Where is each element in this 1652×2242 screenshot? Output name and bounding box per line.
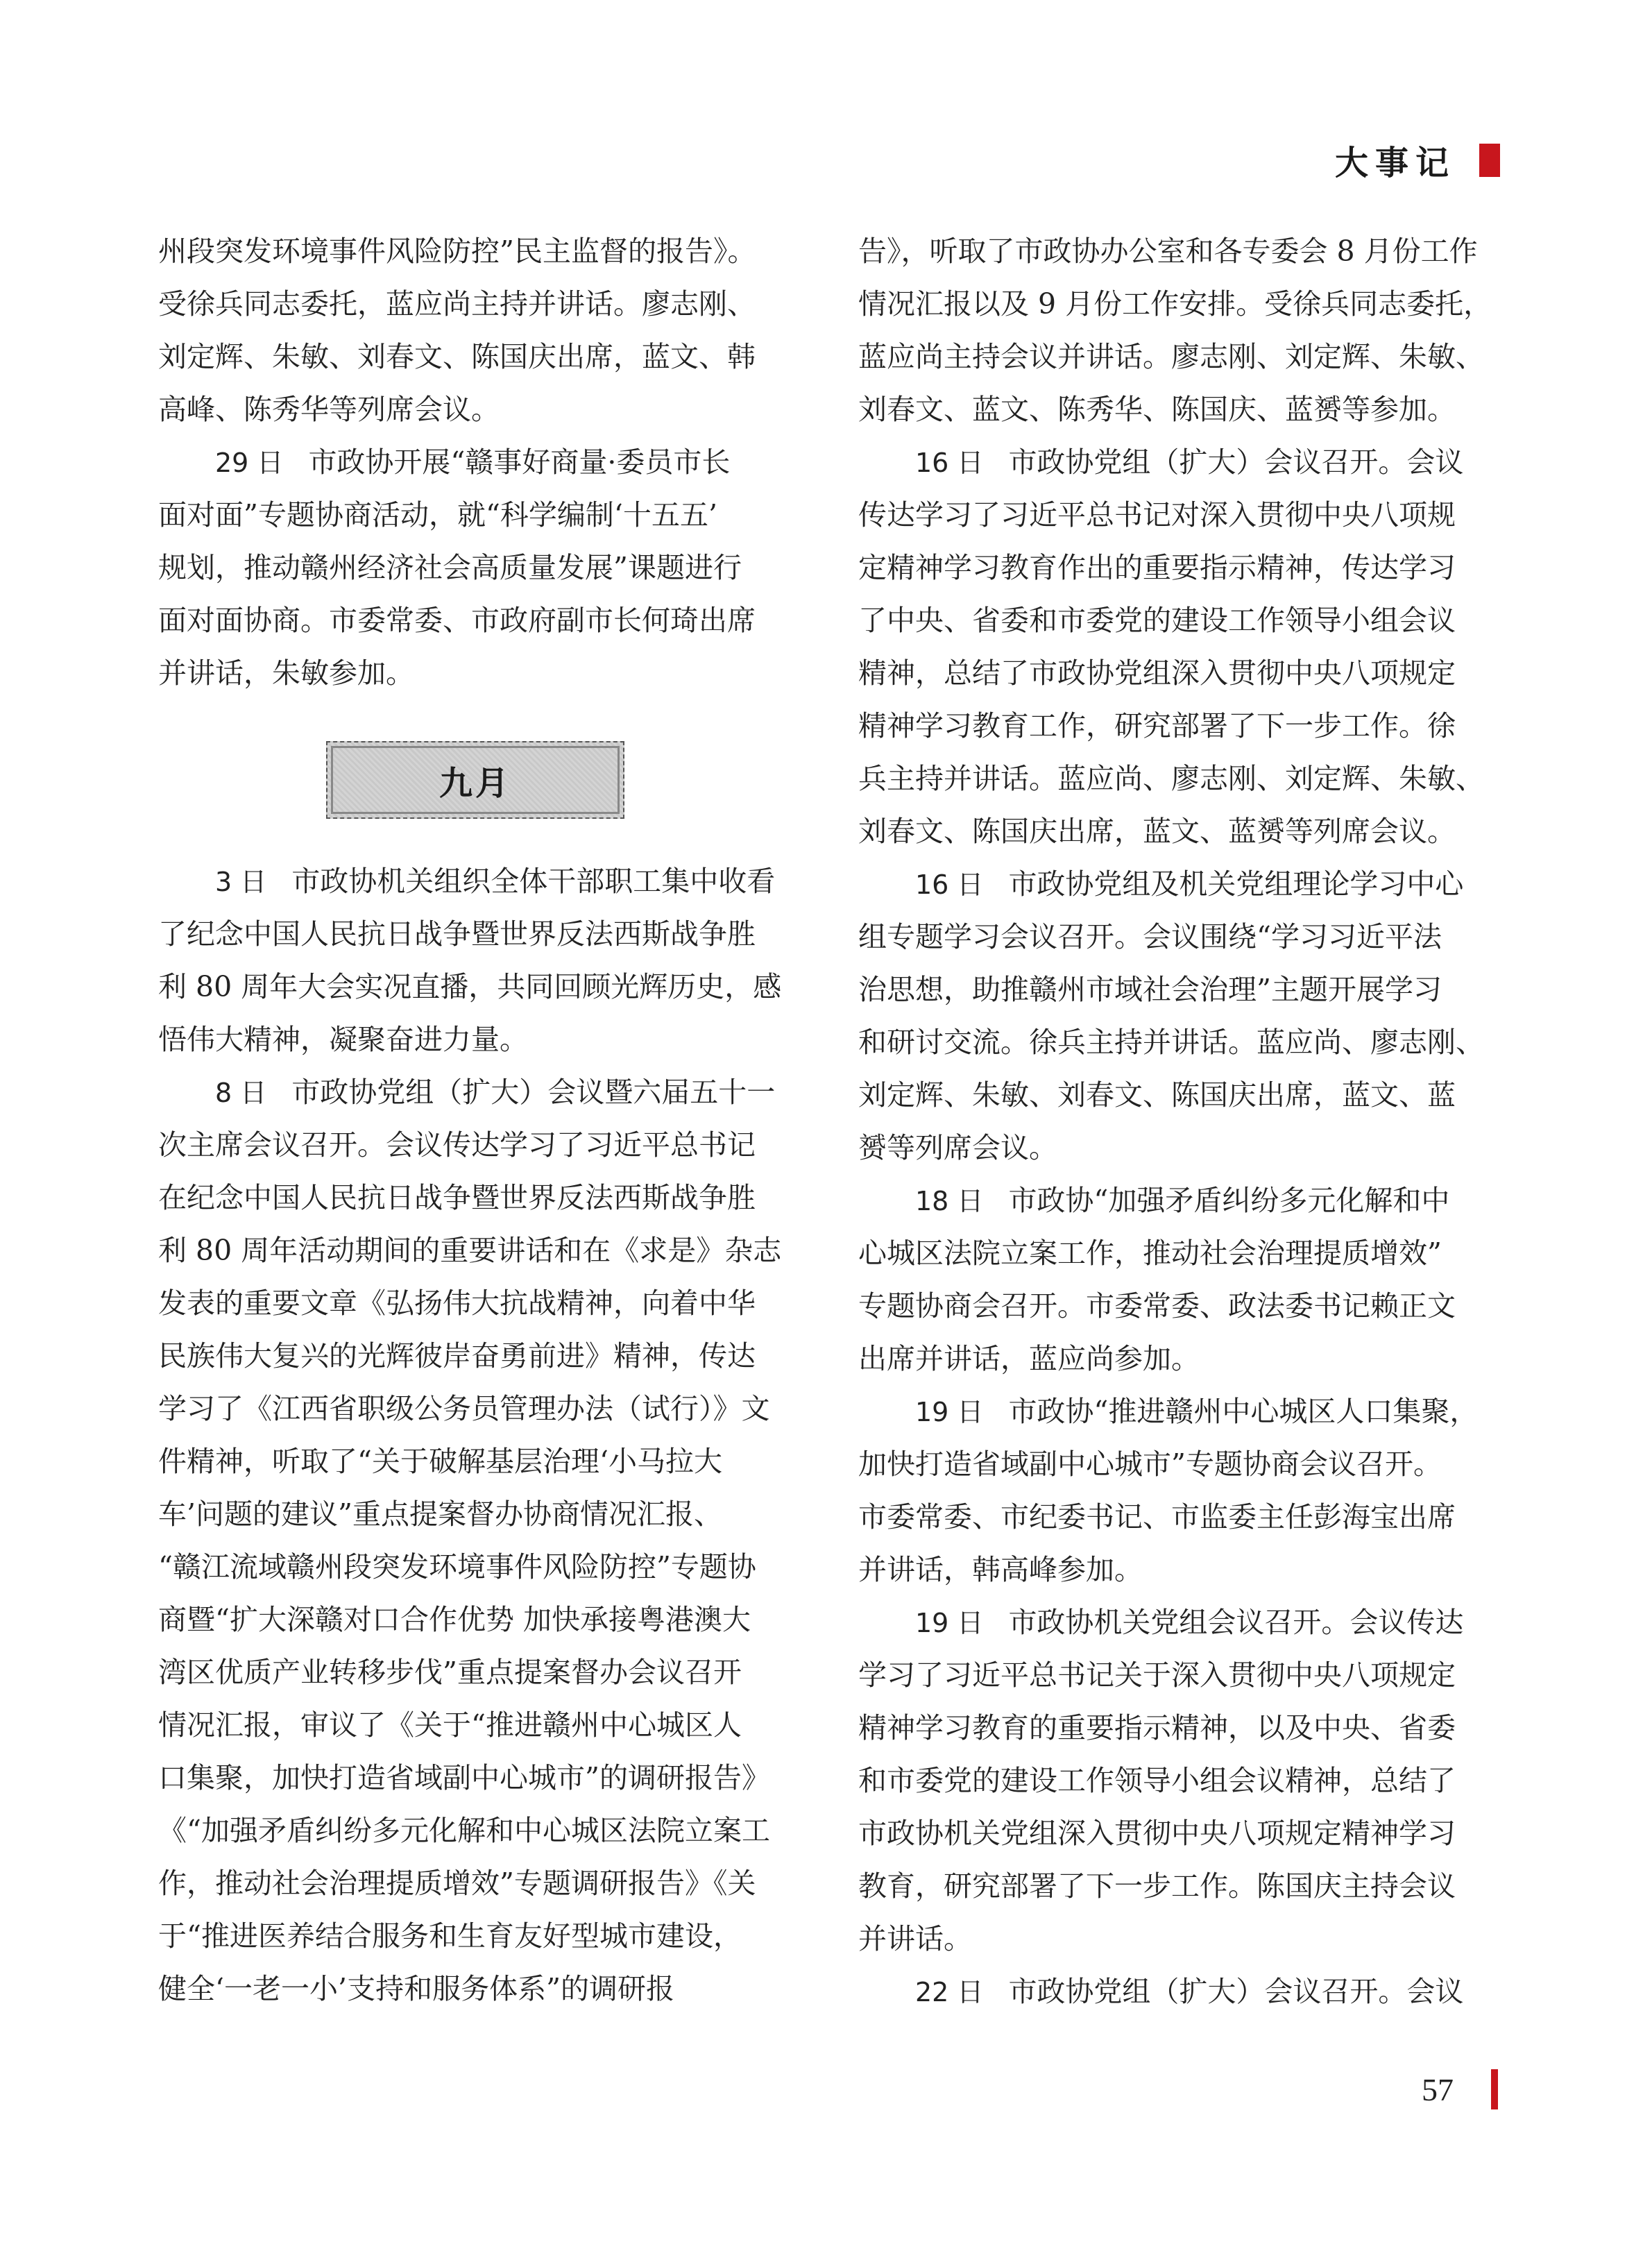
line-text: 规划，推动赣州经济社会高质量发展”课题进行 <box>158 551 742 584</box>
text-line <box>858 1860 1495 1912</box>
text-line <box>858 1701 1495 1754</box>
line-text: 加快打造省域副中心城市”专题协商会议召开。 <box>858 1447 1442 1481</box>
line-text: 发表的重要文章《弘扬伟大抗战精神，向着中华 <box>158 1286 756 1320</box>
text-line <box>158 1857 795 1910</box>
line-text: 和市委党的建设工作领导小组会议精神，总结了 <box>858 1764 1456 1797</box>
text-line <box>158 594 795 647</box>
line-text: 赟等列席会议。 <box>858 1131 1057 1164</box>
line-text: 刘春文、蓝文、陈秀华、陈国庆、蓝赟等参加。 <box>858 393 1456 426</box>
entry-first-line <box>858 1965 1495 2018</box>
line-text: 兵主持并讲话。蓝应尚、廖志刚、刘定辉、朱敏、 <box>858 762 1484 795</box>
text-line <box>858 805 1495 858</box>
line-text: 出席并讲话，蓝应尚参加。 <box>858 1342 1200 1375</box>
line-text: 告》，听取了市政协办公室和各专委会 8 月份工作 <box>858 235 1478 268</box>
line-text: 市政协开展“赣事好商量·委员市长 <box>308 445 731 479</box>
entry-date: 29 日 <box>215 448 284 478</box>
entry-first-line <box>858 1596 1495 1649</box>
entry-date: 3 日 <box>215 867 267 897</box>
left-column-bottom <box>158 855 795 2015</box>
line-text: 悟伟大精神，凝聚奋进力量。 <box>158 1023 528 1056</box>
text-line <box>158 1910 795 1962</box>
line-text: 次主席会议召开。会议传达学习了习近平总书记 <box>158 1128 756 1162</box>
line-text: 刘定辉、朱敏、刘春文、陈国庆出席，蓝文、韩 <box>158 340 756 373</box>
text-line <box>158 278 795 330</box>
line-text: 湾区优质产业转移步伐”重点提案督办会议召开 <box>158 1656 742 1689</box>
line-text: “赣江流域赣州段突发环境事件风险防控”专题协 <box>158 1550 756 1583</box>
header-red-marker <box>1479 144 1500 177</box>
text-line <box>158 1382 795 1435</box>
text-line <box>158 1540 795 1593</box>
line-text: 民族伟大复兴的光辉彼岸奋勇前进》精神，传达 <box>158 1339 756 1373</box>
text-line <box>858 1227 1495 1280</box>
text-line <box>858 1438 1495 1491</box>
line-text: 车’问题的建议”重点提案督办协商情况汇报、 <box>158 1497 722 1531</box>
text-line <box>858 1280 1495 1332</box>
line-text: 蓝应尚主持会议并讲话。廖志刚、刘定辉、朱敏、 <box>858 340 1484 373</box>
line-text: 健全‘一老一小’支持和服务体系”的调研报 <box>158 1972 675 2005</box>
text-line <box>858 752 1495 805</box>
line-text: 和研讨交流。徐兵主持并讲话。蓝应尚、廖志刚、 <box>858 1026 1484 1059</box>
line-text: 学习了《江西省职级公务员管理办法（试行）》文 <box>158 1392 770 1425</box>
line-text: 口集聚，加快打造省域副中心城市”的调研报告》 <box>158 1761 770 1794</box>
month-heading-box <box>326 741 624 819</box>
text-line <box>858 910 1495 963</box>
text-line <box>158 489 795 541</box>
text-line <box>158 1435 795 1488</box>
text-line <box>158 383 795 436</box>
text-line <box>858 1069 1495 1121</box>
line-text: 精神学习教育的重要指示精神，以及中央、省委 <box>858 1711 1456 1744</box>
text-line <box>858 1912 1495 1965</box>
text-line <box>158 330 795 383</box>
text-line <box>158 1277 795 1330</box>
line-text: 件精神，听取了“关于破解基层治理‘小马拉大 <box>158 1445 722 1478</box>
text-line <box>858 1754 1495 1807</box>
text-line <box>858 541 1495 594</box>
left-column-top <box>158 225 795 699</box>
text-line <box>858 383 1495 436</box>
line-text: 《“加强矛盾纠纷多元化解和中心城区法院立案工 <box>158 1814 770 1847</box>
line-text: 定精神学习教育作出的重要指示精神，传达学习 <box>858 551 1456 584</box>
text-line <box>858 489 1495 541</box>
line-text: 市政协机关党组会议召开。会议传达 <box>1008 1606 1464 1639</box>
text-line <box>158 541 795 594</box>
text-line <box>158 908 795 960</box>
text-line <box>858 330 1495 383</box>
text-line <box>158 1593 795 1646</box>
text-line <box>858 1332 1495 1385</box>
text-line <box>158 1330 795 1382</box>
text-line <box>158 1646 795 1699</box>
text-line <box>158 1171 795 1224</box>
month-heading: 九月 <box>438 763 511 803</box>
text-line <box>858 699 1495 752</box>
line-text: 并讲话，韩高峰参加。 <box>858 1553 1143 1586</box>
text-line <box>158 1013 795 1066</box>
entry-date: 22 日 <box>915 1977 984 2007</box>
text-line <box>158 1488 795 1540</box>
entry-date: 19 日 <box>915 1608 984 1638</box>
page-number: 57 <box>1422 2072 1454 2107</box>
line-text: 精神，总结了市政协党组深入贯彻中央八项规定 <box>858 656 1456 690</box>
text-line <box>858 1543 1495 1596</box>
line-text: 州段突发环境事件风险防控”民主监督的报告》。 <box>158 235 756 268</box>
line-text: 了纪念中国人民抗日战争暨世界反法西斯战争胜 <box>158 917 756 951</box>
text-line <box>858 1491 1495 1543</box>
line-text: 心城区法院立案工作，推动社会治理提质增效” <box>858 1237 1442 1270</box>
line-text: 市政协党组（扩大）会议召开。会议 <box>1008 445 1464 479</box>
line-text: 并讲话。 <box>858 1922 972 1955</box>
line-text: 学习了习近平总书记关于深入贯彻中央八项规定 <box>858 1658 1456 1692</box>
text-line <box>858 1649 1495 1701</box>
line-text: 情况汇报，审议了《关于“推进赣州中心城区人 <box>158 1708 742 1742</box>
text-line <box>158 1699 795 1751</box>
entry-first-line <box>858 1385 1495 1438</box>
text-line <box>858 225 1495 278</box>
entry-first-line <box>158 1066 795 1119</box>
text-line <box>158 647 795 699</box>
line-text: 市政协机关组织全体干部职工集中收看 <box>291 865 776 898</box>
line-text: 市政协机关党组深入贯彻中央八项规定精神学习 <box>858 1817 1456 1850</box>
text-line <box>858 1121 1495 1174</box>
entry-first-line <box>858 1174 1495 1227</box>
entry-first-line <box>858 436 1495 489</box>
text-line <box>158 1962 795 2015</box>
line-text: 市政协党组（扩大）会议暨六届五十一 <box>291 1076 776 1109</box>
line-text: 了中央、省委和市委党的建设工作领导小组会议 <box>858 604 1456 637</box>
line-text: 组专题学习会议召开。会议围绕“学习习近平法 <box>858 920 1442 953</box>
text-line <box>158 1119 795 1171</box>
text-line <box>858 963 1495 1016</box>
text-line <box>158 1804 795 1857</box>
text-line <box>158 1751 795 1804</box>
line-text: 高峰、陈秀华等列席会议。 <box>158 393 500 426</box>
text-line <box>858 278 1495 330</box>
line-text: 商暨“扩大深赣对口合作优势 加快承接粤港澳大 <box>158 1603 751 1636</box>
entry-first-line <box>158 436 795 489</box>
line-text: 市政协党组（扩大）会议召开。会议 <box>1008 1975 1464 2008</box>
text-line <box>858 1016 1495 1069</box>
line-text: 利 80 周年活动期间的重要讲话和在《求是》杂志 <box>158 1234 782 1267</box>
text-line <box>858 1807 1495 1860</box>
text-line <box>158 960 795 1013</box>
page-number-red-marker <box>1491 2069 1498 2109</box>
line-text: 专题协商会召开。市委常委、政法委书记赖正文 <box>858 1289 1456 1323</box>
line-text: 利 80 周年大会实况直播，共同回顾光辉历史，感 <box>158 970 782 1003</box>
line-text: 精神学习教育工作，研究部署了下一步工作。徐 <box>858 709 1456 742</box>
line-text: 教育，研究部署了下一步工作。陈国庆主持会议 <box>858 1869 1456 1903</box>
text-line <box>858 594 1495 647</box>
entry-date: 8 日 <box>215 1078 267 1108</box>
text-line <box>158 1224 795 1277</box>
page-header <box>1335 136 1500 184</box>
line-text: 市委常委、市纪委书记、市监委主任彭海宝出席 <box>858 1500 1456 1534</box>
line-text: 在纪念中国人民抗日战争暨世界反法西斯战争胜 <box>158 1181 756 1214</box>
line-text: 面对面协商。市委常委、市政府副市长何琦出席 <box>158 604 756 637</box>
entry-date: 19 日 <box>915 1397 984 1427</box>
entry-date: 16 日 <box>915 869 984 900</box>
entry-first-line <box>858 858 1495 910</box>
line-text: 传达学习了习近平总书记对深入贯彻中央八项规 <box>858 498 1456 532</box>
section-title: 大事记 <box>1334 144 1456 182</box>
line-text: 情况汇报以及 9 月份工作安排。受徐兵同志委托， <box>858 287 1492 321</box>
right-column <box>858 225 1495 2018</box>
line-text: 刘春文、陈国庆出席，蓝文、蓝赟等列席会议。 <box>858 815 1456 848</box>
entry-first-line <box>158 855 795 908</box>
entry-date: 16 日 <box>915 448 984 478</box>
entry-date: 18 日 <box>915 1186 984 1216</box>
line-text: 市政协“推进赣州中心城区人口集聚， <box>1008 1395 1479 1428</box>
line-text: 受徐兵同志委托，蓝应尚主持并讲话。廖志刚、 <box>158 287 756 321</box>
line-text: 作，推动社会治理提质增效”专题调研报告》《关 <box>158 1867 756 1900</box>
line-text: 治思想，助推赣州市域社会治理”主题开展学习 <box>858 973 1442 1006</box>
line-text: 市政协“加强矛盾纠纷多元化解和中 <box>1008 1184 1450 1217</box>
line-text: 面对面”专题协商活动，就“科学编制‘十五五’ <box>158 498 717 532</box>
line-text: 并讲话，朱敏参加。 <box>158 656 414 690</box>
line-text: 刘定辉、朱敏、刘春文、陈国庆出席，蓝文、蓝 <box>858 1078 1456 1112</box>
line-text: 市政协党组及机关党组理论学习中心 <box>1008 867 1464 901</box>
text-line <box>158 225 795 278</box>
text-line <box>858 647 1495 699</box>
line-text: 于“推进医养结合服务和生育友好型城市建设， <box>158 1919 742 1953</box>
